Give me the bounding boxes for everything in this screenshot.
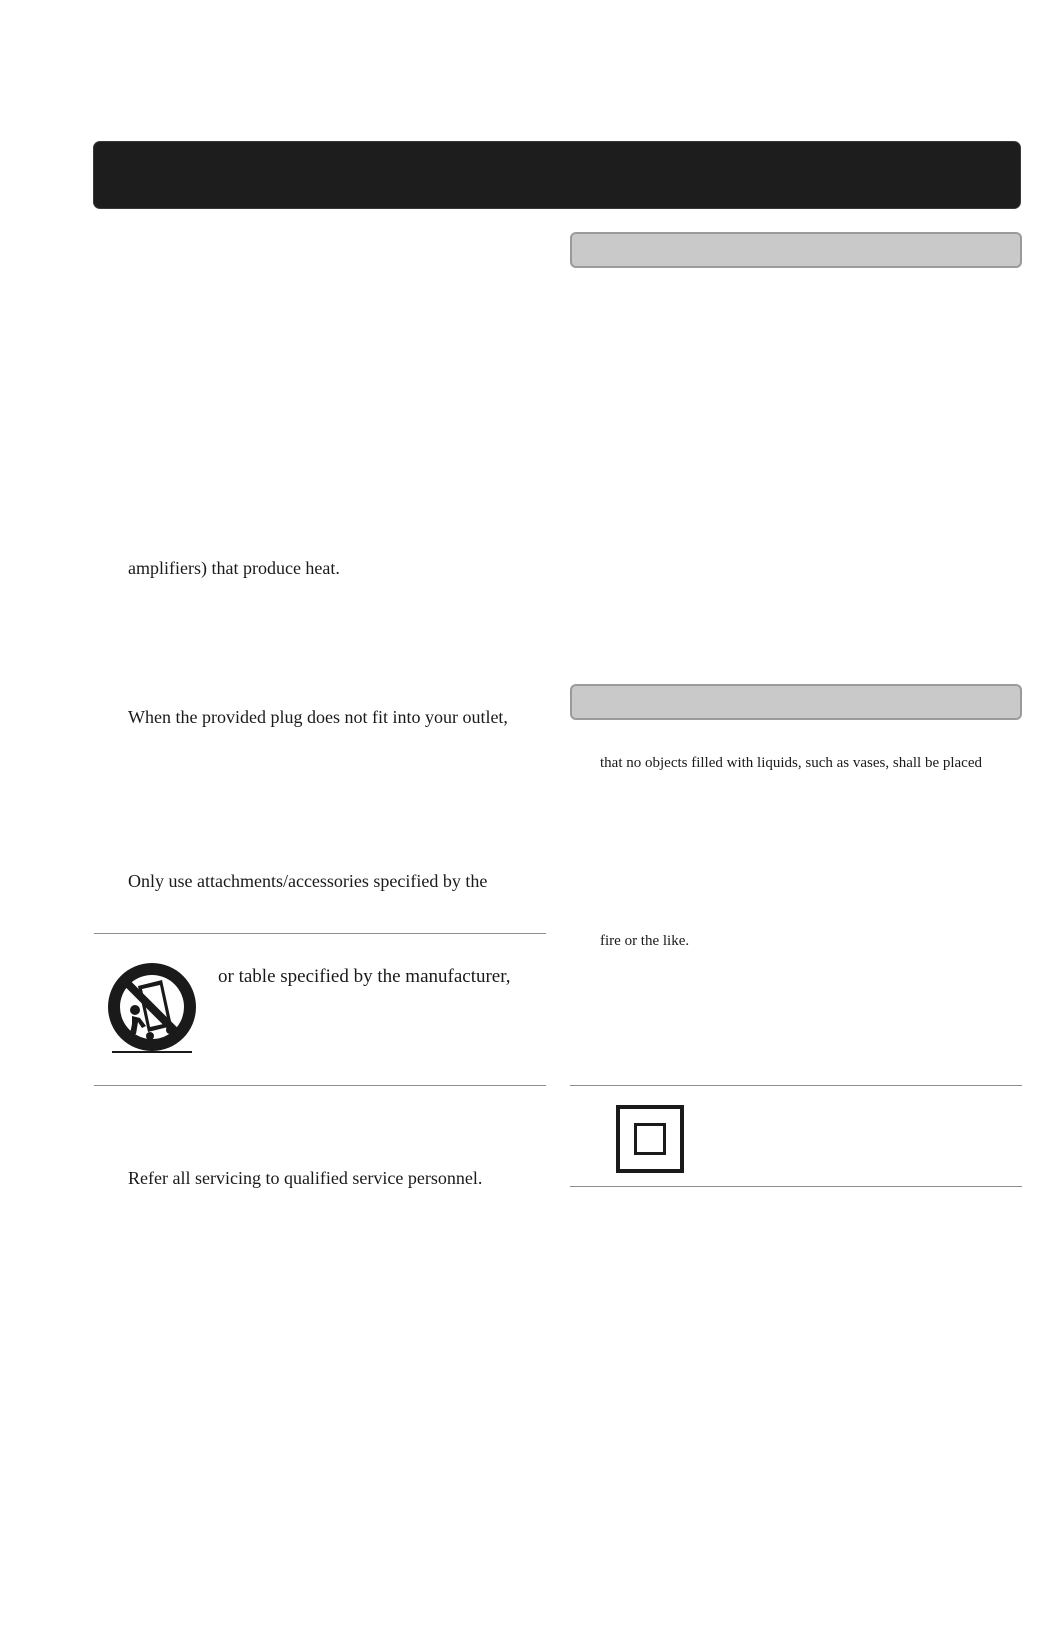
right-divider-top [570, 1085, 1022, 1086]
cart-tip-over-warning-icon [102, 960, 200, 1058]
section-heading-bar-2 [570, 684, 1022, 720]
page-title-bar [94, 142, 1020, 208]
liquids-warning-line: that no objects filled with liquids, such as vases, shall be placed [600, 755, 983, 771]
instruction-plug-line: When the provided plug does not fit into your outlet, [128, 707, 508, 727]
double-insulation-inner-square [634, 1123, 666, 1155]
section-heading-bar-1 [570, 232, 1022, 268]
right-divider-bottom [570, 1186, 1022, 1187]
cart-warning-text: or table specified by the manufacturer, [218, 966, 511, 987]
double-insulation-icon [616, 1105, 684, 1173]
instruction-attachments-line: Only use attachments/accessories specified by the [128, 871, 488, 891]
left-divider-bottom [94, 1085, 546, 1086]
left-divider-top [94, 933, 546, 934]
instruction-servicing-line: Refer all servicing to qualified service personnel. [128, 1168, 483, 1188]
fire-warning-line: fire or the like. [600, 933, 690, 949]
instruction-heat-line: amplifiers) that produce heat. [128, 558, 340, 578]
